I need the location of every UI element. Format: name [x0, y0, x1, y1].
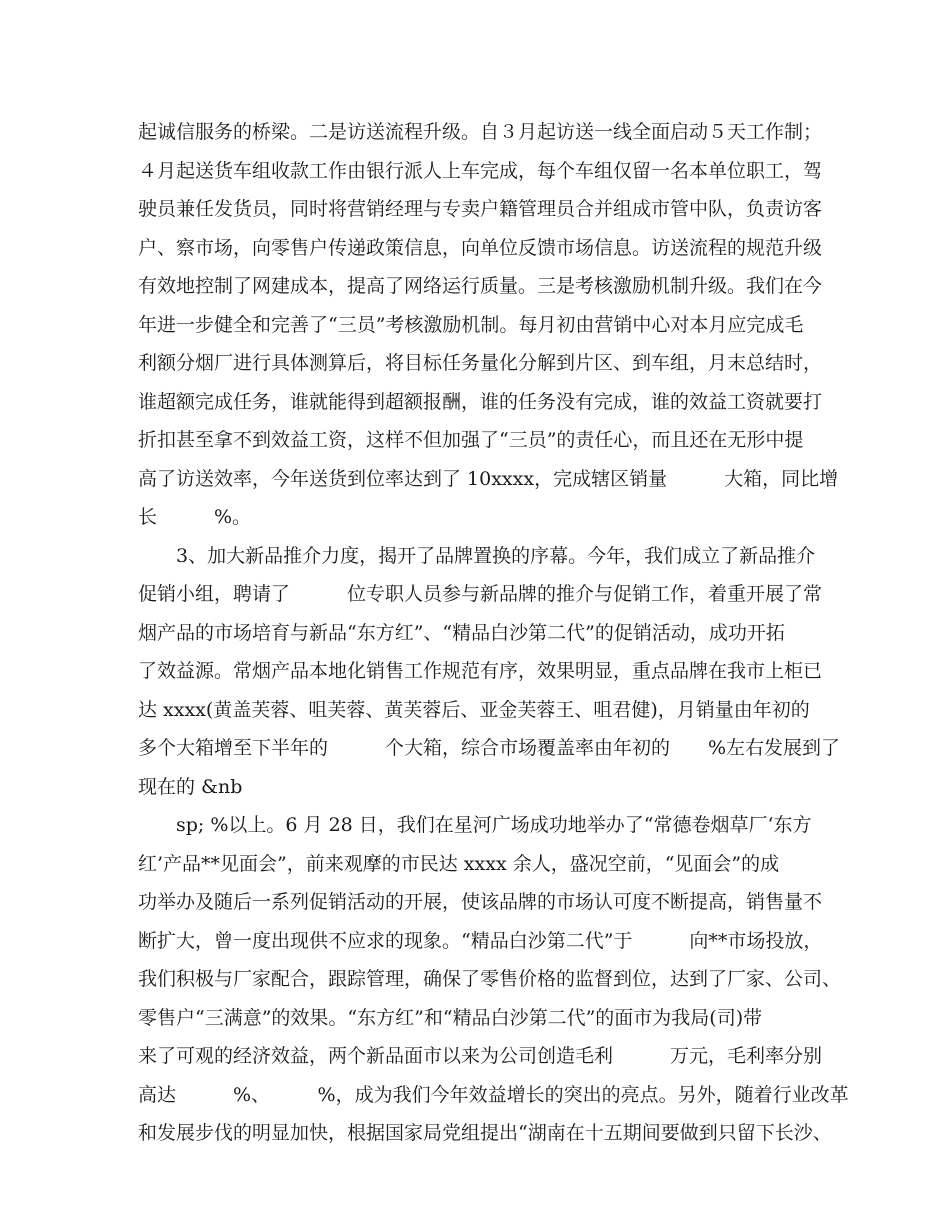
text-line: 谁超额完成任务，谁就能得到超额报酬，谁的任务没有完成，谁的效益工资就要打: [138, 390, 823, 413]
text-line: 来了可观的经济效益，两个新品面市以来为公司创造毛利 万元，毛利率分别: [138, 1045, 823, 1067]
text-line: 3、加大新品推介力度，揭开了品牌置换的序幕。今年，我们成立了新品推介: [138, 544, 816, 567]
text-line: 高了访送效率，今年送货到位率达到了 10xxxx，完成辖区销量 大箱，同比增: [138, 467, 839, 490]
text-line: 现在的 &nb: [138, 775, 243, 798]
text-line: 长 %。: [138, 506, 252, 528]
text-line: 功举办及随后一系列促销活动的开展，使该品牌的市场认可度不断提高，销售量不: [138, 891, 823, 913]
text-line: 达 xxxx(黄盖芙蓉、咀芙蓉、黄芙蓉后、亚金芙蓉王、咀君健)，月销量由年初的: [138, 698, 810, 721]
text-line: 促销小组，聘请了 位专职人员参与新品牌的推介与促销工作，着重开展了常: [138, 583, 823, 605]
text-line: 折扣甚至拿不到效益工资，这样不但加强了“三员”的责任心，而且还在无形中提: [138, 429, 804, 451]
text-line: 起诚信服务的桥梁。二是访送流程升级。自３月起访送一线全面启动５天工作制；: [138, 121, 823, 143]
text-line: 红’产品**见面会”，前来观摩的市民达 xxxx 余人，盛况空前，“见面会”的成: [138, 852, 780, 875]
text-line: 零售户“三满意”的效果。“东方红”和“精品白沙第二代”的面市为我局(司)带: [138, 1006, 763, 1029]
text-line: sp; %以上。6 月 28 日，我们在星河广场成功地举办了“常德卷烟草厂‘东方: [138, 814, 812, 836]
text-line: 烟产品的市场培育与新品“东方红”、“精品白沙第二代”的促销活动，成功开拓: [138, 621, 785, 644]
text-line: 驶员兼任发货员，同时将营销经理与专卖户籍管理员合并组成市管中队，负责访客: [138, 198, 823, 220]
body-text: [138, 113, 849, 1153]
text-line: 高达 %、 %，成为我们今年效益增长的突出的亮点。另外，随着行业改革: [138, 1083, 849, 1106]
text-line: 年进一步健全和完善了“三员”考核激励机制。每月初由营销中心对本月应完成毛: [138, 313, 804, 336]
text-line: 断扩大，曾一度出现供不应求的现象。“精品白沙第二代”于 向**市场投放，: [138, 929, 823, 952]
text-line: 了效益源。常烟产品本地化销售工作规范有序，效果明显，重点品牌在我市上柜已: [138, 660, 823, 682]
text-line: 有效地控制了网建成本，提高了网络运行质量。三是考核激励机制升级。我们在今: [138, 275, 823, 297]
text-line: ４月起送货车组收款工作由银行派人上车完成，每个车组仅留一名本单位职工，驾: [138, 159, 823, 182]
text-line: 我们积极与厂家配合，跟踪管理，确保了零售价格的监督到位，达到了厂家、公司、: [138, 968, 842, 990]
text-line: 户、察市场，向零售户传递政策信息，向单位反馈市场信息。访送流程的规范升级: [138, 236, 823, 259]
text-line: 多个大箱增至下半年的 个大箱，综合市场覆盖率由年初的 %左右发展到了: [138, 737, 841, 759]
text-line: 利额分烟厂进行具体测算后，将目标任务量化分解到片区、到车组，月末总结时，: [138, 352, 823, 374]
text-line: 和发展步伐的明显加快，根据国家局党组提出“湖南在十五期间要做到只留下长沙、: [138, 1122, 832, 1144]
